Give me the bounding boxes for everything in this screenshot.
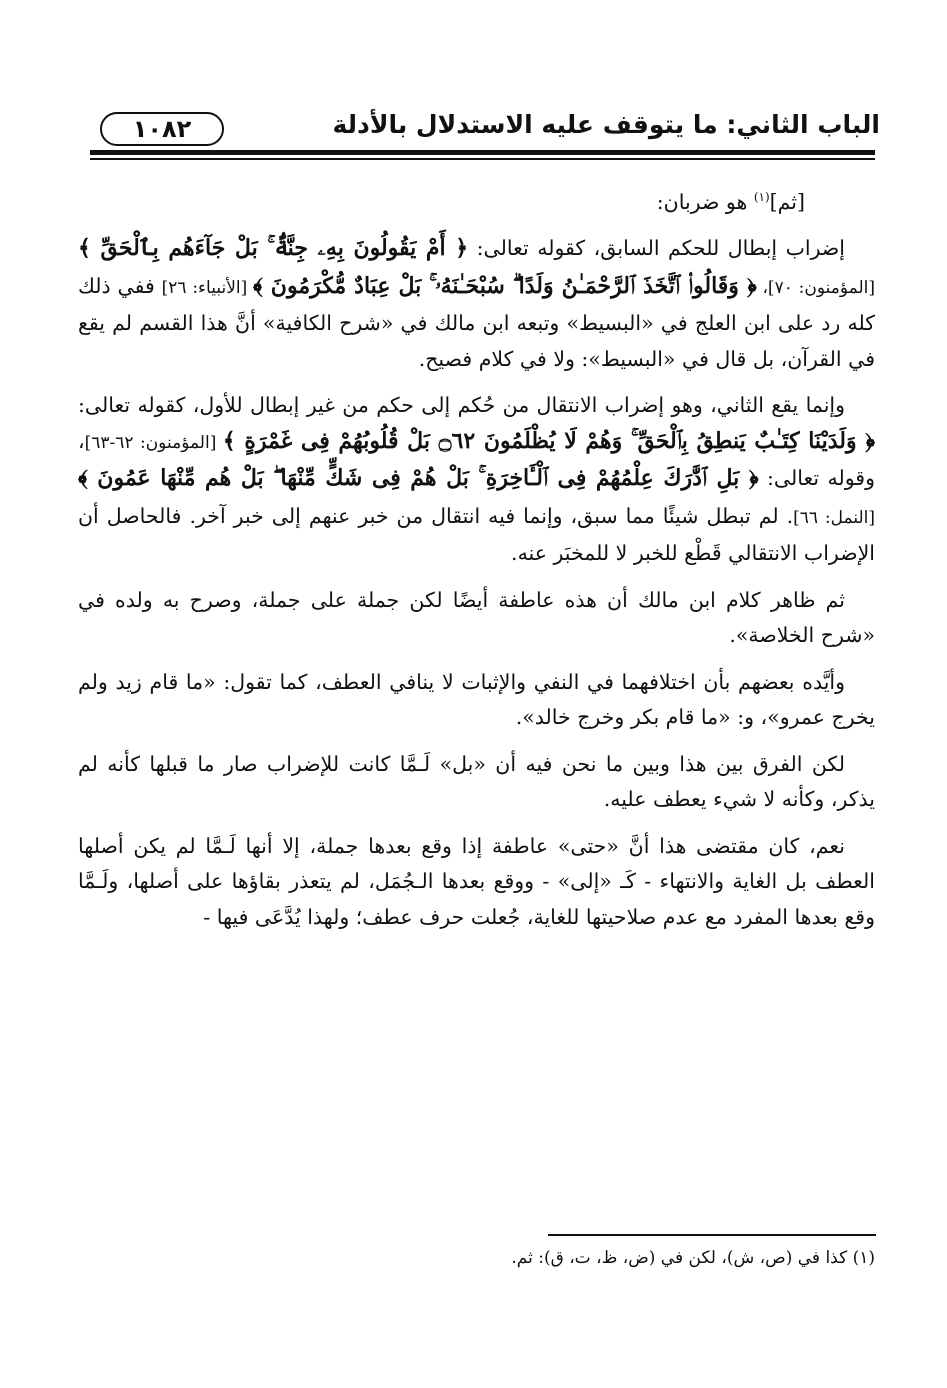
p3-text-a: وإنما يقع الثاني، وهو إضراب الانتقال من حُكم إلى حكم من غير إبطال للأول، كقوله تعالى:: [78, 393, 845, 418]
body-text: [78, 180, 875, 946]
quran-verse: ﴿ بَلِ ٱدَّٰرَكَ عِلْمُهُمْ فِى ٱلْـَٔاخِرَةِ ۚ بَلْ هُمْ فِى شَكٍّ مِّنْهَا ۖ بَلْ هُم مِّنْهَا عَمُونَ ﴾: [78, 465, 759, 492]
quran-verse: ﴿ وَلَدَيْنَا كِتَـٰبٌ يَنطِقُ بِٱلْحَقِّ ۚ وَهُمْ لَا يُظْلَمُونَ ۝٦٢ بَلْ قُلُوبُهُمْ فِى غَمْرَةٍ ﴾: [222, 427, 875, 454]
quran-verse: ﴿ أَمْ يَقُولُونَ بِهِۦ جِنَّةٌۢ ۚ بَلْ جَآءَهُم بِٱلْحَقِّ ﴾: [78, 235, 469, 262]
p2-text-a: إضراب إبطال للحكم السابق، كقوله تعالى:: [468, 236, 845, 261]
paragraph-7: نعم، كان مقتضى هذا أنَّ «حتى» عاطفة إذا وقع بعدها جملة، إلا أنها لَـمَّا لم يكن أصلها العطف بل الغاية والانتهاء - كَـ «إلى» - ووقع بعدها الـجُمَل، لم يتعذر بقاؤها على أصلها، ولَـمَّا وقع بعدها المفرد مع عدم صلاحيتها للغاية، جُعلت حرف عطف؛ ولهذا يُدَّعَى فيها -: [78, 833, 875, 929]
footnote-marker: (١): [753, 190, 770, 204]
paragraph-2: [78, 231, 875, 377]
paragraph-6: لكن الفرق بين هذا وبين ما نحن فيه أن «بل» لَـمَّا كانت للإضراب صار ما قبلها كأنه لم يذكر، وكأنه لا شيء يعطف عليه.: [78, 751, 875, 812]
p2-text-b: ففي ذلك كله رد على ابن العلج في «البسيط» وتبعه ابن مالك في «شرح الكافية» أنَّ هذا القسم لم يقع في القرآن، بل قال في «البسيط»: ولا في كلام فصيح.: [78, 273, 875, 371]
header-rule-thick: [90, 150, 875, 155]
verse-reference: [المؤمنون: ٦٢-٦٣]: [84, 432, 223, 453]
chapter-title: الباب الثاني: ما يتوقف عليه الاستدلال بالأدلة: [332, 110, 880, 139]
verse-reference: [النمل: ٦٦]: [793, 507, 876, 528]
p1-text-b: هو ضربان:: [656, 189, 754, 214]
footnote: (١) كذا في (ص، ش)، لكن في (ض، ظ، ت، ق): ثم.: [511, 1248, 875, 1268]
paragraph-4: ثم ظاهر كلام ابن مالك أن هذه عاطفة أيضًا لكن جملة على جملة، وصرح به ولده في «شرح الخلاصة».: [78, 587, 875, 648]
p3-text-c: . لم تبطل شيئًا مما سبق، وإنما فيه انتقال من خبر عنهم إلى خبر آخر. فالحاصل أن الإضراب الانتقالي قَطْع للخبر لا للمخبَر عنه.: [78, 503, 875, 566]
header-rule-thin: [90, 158, 875, 160]
footnote-rule: [548, 1234, 876, 1236]
quran-verse: ﴿ وَقَالُوا۟ ٱتَّخَذَ ٱلرَّحْمَـٰنُ وَلَدًا ۗ سُبْحَـٰنَهُۥ ۚ بَلْ عِبَادٌ مُّكْرَمُونَ ﴾: [253, 272, 757, 299]
page-number: ١٠٨٢: [132, 115, 192, 143]
page-number-badge: [100, 112, 224, 146]
paragraph-3: [78, 388, 875, 572]
verse-reference: [الأنبياء: ٢٦]: [161, 277, 254, 298]
running-header: [80, 104, 880, 144]
verse-reference: [المؤمنون: ٧٠]،: [756, 277, 875, 298]
p3-text-b: ، وقوله تعالى:: [78, 428, 875, 491]
p1-text-a: [ثم]: [769, 189, 805, 214]
paragraph-5: وأيَّده بعضهم بأن اختلافهما في النفي والإثبات لا ينافي العطف، كما تقول: «ما قام زيد ولم يخرج عمرو»، و: «ما قام بكر وخرج خالد».: [78, 669, 875, 730]
paragraph-1: [78, 180, 875, 220]
